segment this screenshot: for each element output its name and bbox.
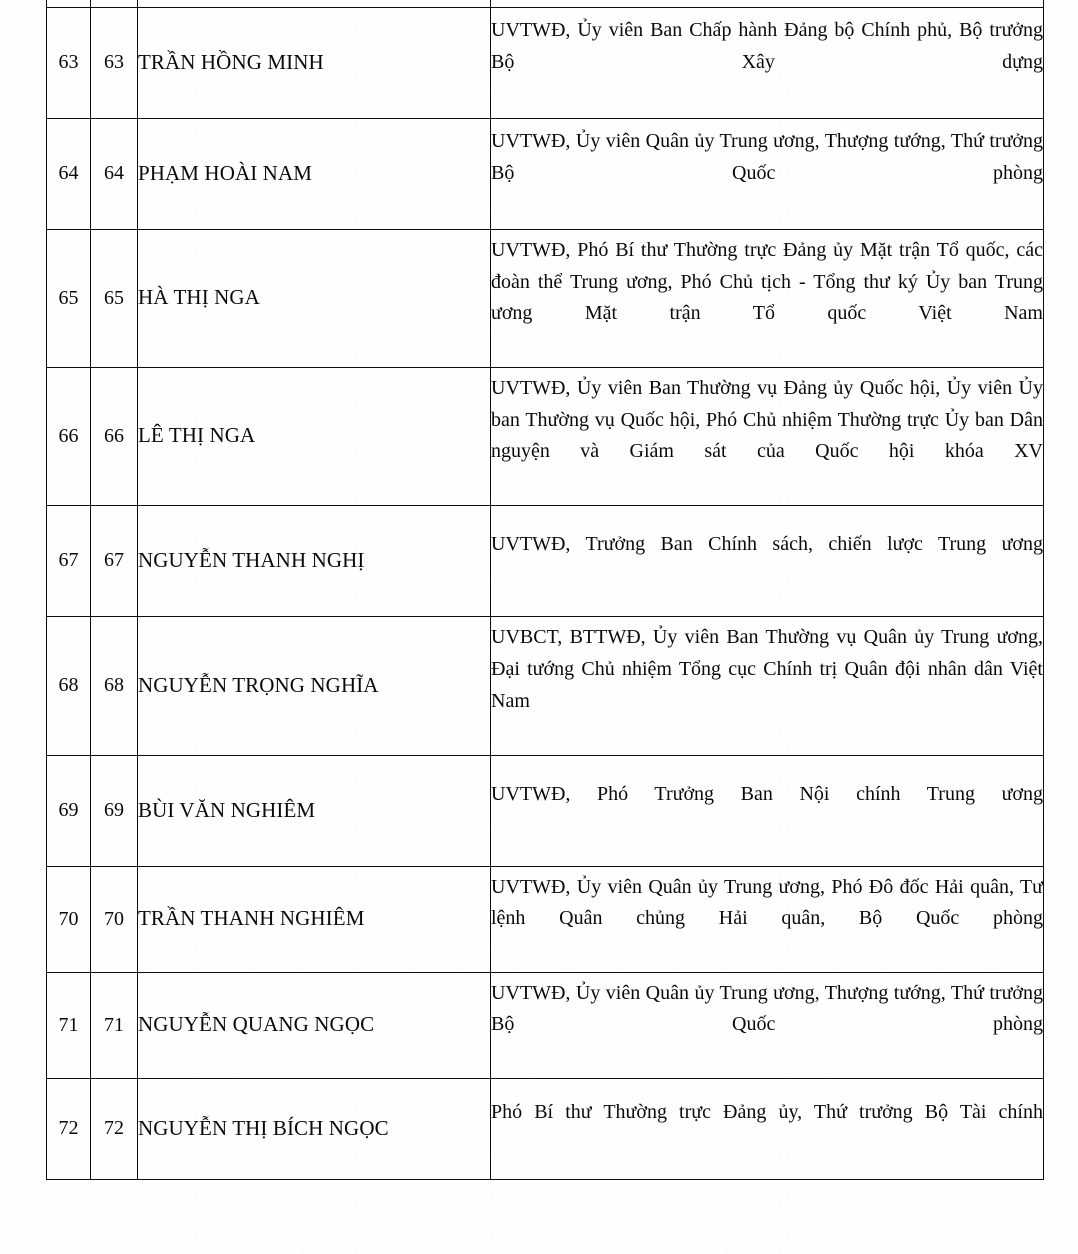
row-position: UVTWĐ, Phó Bí thư Thường trực Đảng ủy Mặt trận Tổ quốc, các đoàn thể Trung ương, Phó Chủ tịch - Tổng thư ký Ủy ban Trung ương Mặt trận Tổ quốc Việt Nam [491,229,1044,367]
row-stt: 63 [47,7,91,118]
row-name: PHẠM HOÀI NAM [138,118,491,229]
clipped-stt-cell [47,0,91,7]
row-position: UVBCT, BTTWĐ, Ủy viên Ban Thường vụ Quân ủy Trung ương, Đại tướng Chủ nhiệm Tổng cục Chính trị Quân đội nhân dân Việt Nam [491,616,1044,755]
row-name: LÊ THỊ NGA [138,367,491,505]
row-position: UVTWĐ, Phó Trưởng Ban Nội chính Trung ương [491,755,1044,866]
row-number: 64 [91,118,138,229]
table-row [47,7,1044,118]
row-position: UVTWĐ, Ủy viên Quân ủy Trung ương, Thượng tướng, Thứ trưởng Bộ Quốc phòng [491,972,1044,1078]
row-number: 68 [91,616,138,755]
roster-table [46,0,1044,1180]
row-stt: 66 [47,367,91,505]
row-position: UVTWĐ, Ủy viên Ban Thường vụ Đảng ủy Quốc hội, Ủy viên Ủy ban Thường vụ Quốc hội, Phó Chủ nhiệm Thường trực Ủy ban Dân nguyện và Giám sát của Quốc hội khóa XV [491,367,1044,505]
table-row [47,118,1044,229]
row-stt: 70 [47,866,91,972]
row-stt: 68 [47,616,91,755]
row-number: 63 [91,7,138,118]
row-stt: 71 [47,972,91,1078]
row-position: Phó Bí thư Thường trực Đảng ủy, Thứ trưởng Bộ Tài chính [491,1078,1044,1179]
row-position: UVTWĐ, Ủy viên Quân ủy Trung ương, Thượng tướng, Thứ trưởng Bộ Quốc phòng [491,118,1044,229]
table-row-clipped [47,0,1044,7]
row-number: 71 [91,972,138,1078]
row-position: UVTWĐ, Ủy viên Quân ủy Trung ương, Phó Đô đốc Hải quân, Tư lệnh Quân chủng Hải quân, Bộ Quốc phòng [491,866,1044,972]
row-name: HÀ THỊ NGA [138,229,491,367]
row-stt: 69 [47,755,91,866]
table-row [47,972,1044,1078]
row-number: 65 [91,229,138,367]
row-name: TRẦN HỒNG MINH [138,7,491,118]
row-position: UVTWĐ, Ủy viên Ban Chấp hành Đảng bộ Chính phủ, Bộ trưởng Bộ Xây dựng [491,7,1044,118]
row-number: 72 [91,1078,138,1179]
table-row [47,505,1044,616]
row-number: 67 [91,505,138,616]
clipped-position-cell [491,0,1044,7]
row-name: NGUYỄN THANH NGHỊ [138,505,491,616]
row-name: TRẦN THANH NGHIÊM [138,866,491,972]
clipped-name-cell [138,0,491,7]
table-row [47,1078,1044,1179]
row-stt: 65 [47,229,91,367]
table-row [47,755,1044,866]
row-name: NGUYỄN TRỌNG NGHĨA [138,616,491,755]
table-row [47,866,1044,972]
row-name: NGUYỄN THỊ BÍCH NGỌC [138,1078,491,1179]
row-number: 70 [91,866,138,972]
table-row [47,229,1044,367]
roster-table-body [47,0,1044,1179]
row-number: 69 [91,755,138,866]
row-name: NGUYỄN QUANG NGỌC [138,972,491,1078]
table-row [47,367,1044,505]
row-name: BÙI VĂN NGHIÊM [138,755,491,866]
table-row [47,616,1044,755]
clipped-num-cell [91,0,138,7]
row-stt: 64 [47,118,91,229]
row-position: UVTWĐ, Trưởng Ban Chính sách, chiến lược Trung ương [491,505,1044,616]
row-number: 66 [91,367,138,505]
row-stt: 67 [47,505,91,616]
row-stt: 72 [47,1078,91,1179]
